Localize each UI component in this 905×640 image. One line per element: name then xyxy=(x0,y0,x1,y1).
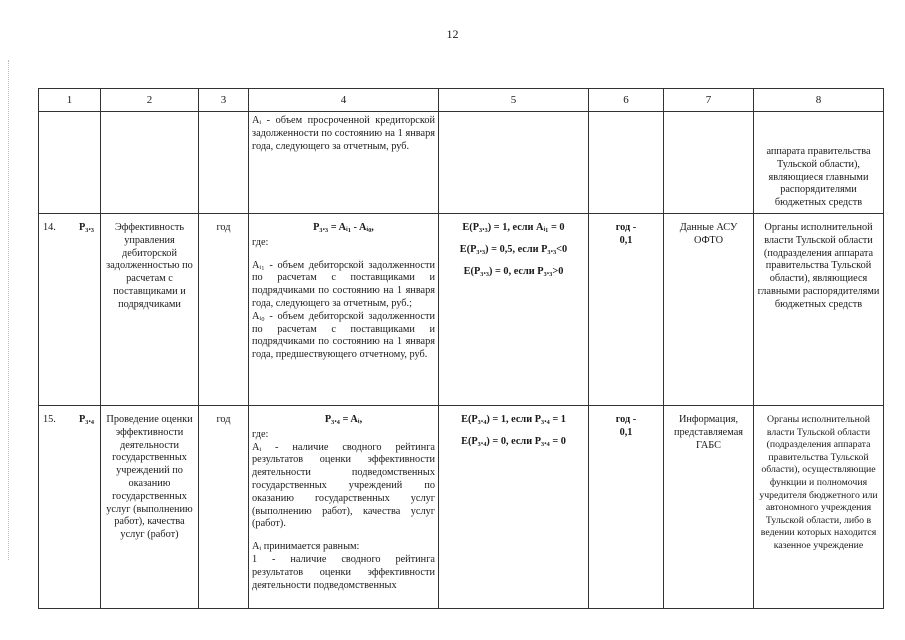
range-text: год - 0,1 xyxy=(615,414,637,438)
range-cell xyxy=(589,406,664,609)
method-cell xyxy=(249,112,439,214)
where-label: где: xyxy=(252,428,269,440)
row-number: 14. xyxy=(43,222,56,233)
indicator-name-cell xyxy=(101,214,199,406)
column-header: 5 xyxy=(439,89,589,112)
indicator-name-cell xyxy=(101,112,199,214)
method-cell xyxy=(249,214,439,406)
method-paragraph: Аᵢ принимается равным: xyxy=(252,541,360,553)
indicator-name-cell xyxy=(101,406,199,609)
criterion: E(P₃.₄) = 0, если P₃.₄ = 0 xyxy=(461,435,566,447)
method-paragraph: Аᵢ - объем просроченной кредиторской задолженности по состоянию на 1 января года, следующего за отчетным, руб. xyxy=(252,115,435,152)
method-paragraph: Аᵢ₀ - объем дебиторской задолженности по расчетам с поставщиками и подрядчиками по состоянию на 1 января года, предшествующего отчетному, руб. xyxy=(252,310,435,361)
table-row xyxy=(39,214,884,406)
criterion: E(P₃.₃) = 0,5, если P₃.₃<0 xyxy=(459,243,568,255)
row-number-cell xyxy=(39,112,101,214)
indicator-code: P₃.₃ xyxy=(78,222,94,233)
table-row xyxy=(39,112,884,214)
responsible-text: Органы исполнительной власти Тульской области (подразделения аппарата правительства Тульской области), осуществляющие функции и полномочия учредителя бюджетного или автономного учреждения Тульской области, либо в ведении которых находится казенное учреждение xyxy=(759,414,878,551)
source-cell xyxy=(664,406,754,609)
unit-text: год xyxy=(216,414,231,425)
column-header: 4 xyxy=(249,89,439,112)
criteria-cell xyxy=(439,214,589,406)
unit-cell xyxy=(199,214,249,406)
column-header: 1 xyxy=(39,89,101,112)
column-header: 8 xyxy=(754,89,884,112)
column-header: 3 xyxy=(199,89,249,112)
source-cell xyxy=(664,112,754,214)
criteria-cell xyxy=(439,112,589,214)
row-number-cell xyxy=(39,214,101,406)
unit-text: год xyxy=(216,222,231,233)
where-label: где: xyxy=(252,236,269,248)
responsible-cell xyxy=(754,112,884,214)
column-header: 2 xyxy=(101,89,199,112)
scan-margin-marks xyxy=(8,60,13,560)
criteria-cell xyxy=(439,406,589,609)
column-header: 6 xyxy=(589,89,664,112)
method-cell xyxy=(249,406,439,609)
method-paragraph: 1 - наличие сводного рейтинга результатов оценки эффективности деятельности подведомственных xyxy=(252,553,435,591)
indicator-name: Проведение оценки эффективности деятельности государственных учреждений по оказанию государственных услуг (выполнению работ), качества услуг (работ) xyxy=(106,414,193,541)
unit-cell xyxy=(199,406,249,609)
row-number: 15. xyxy=(43,414,56,425)
indicator-code: P₃.₄ xyxy=(78,414,94,425)
indicator-name: Эффективность управления дебиторской задолженностью по расчетам с поставщиками и подрядчиками xyxy=(106,222,193,310)
responsible-text: аппарата правительства Тульской области), являющиеся главными распорядителями бюджетных средств xyxy=(766,146,871,209)
range-cell xyxy=(589,112,664,214)
row-number-cell xyxy=(39,406,101,609)
header-row xyxy=(39,89,884,112)
table-row xyxy=(39,406,884,609)
criterion: E(P₃.₃) = 0, если P₃.₃>0 xyxy=(463,265,564,277)
responsible-cell xyxy=(754,214,884,406)
source-text: Информация, представляемая ГАБС xyxy=(673,414,744,451)
formula: P₃.₄ = Aᵢ, xyxy=(324,414,363,425)
range-text: год - 0,1 xyxy=(615,222,637,246)
page-number: 12 xyxy=(446,27,459,41)
source-text: Данные АСУ ОФТО xyxy=(679,222,738,246)
source-cell xyxy=(664,214,754,406)
criterion: E(P₃.₃) = 1, если Aᵢ₁ = 0 xyxy=(462,222,565,233)
method-paragraph: Аᵢ₁ - объем дебиторской задолженности по расчетам с поставщиками и подрядчиками по состоянию на 1 января года, следующего за отчетным, руб.; xyxy=(252,259,435,309)
range-cell xyxy=(589,214,664,406)
responsible-text: Органы исполнительной власти Тульской области (подразделения аппарата правительства Тульской области), являющиеся главными распорядителями бюджетных средств xyxy=(757,222,880,310)
responsible-cell xyxy=(754,406,884,609)
criterion: E(P₃.₄) = 1, если P₃.₄ = 1 xyxy=(461,414,566,425)
indicator-table xyxy=(38,88,884,609)
formula: P₃.₃ = Aᵢ₁ - Aᵢ₀, xyxy=(313,222,374,233)
method-paragraph: Аᵢ - наличие сводного рейтинга результатов оценки эффективности деятельности подведомственных государственных учреждений по оказанию государственных услуг (выполнению работ), качества услуг (работ). xyxy=(252,441,435,530)
unit-cell xyxy=(199,112,249,214)
column-header: 7 xyxy=(664,89,754,112)
